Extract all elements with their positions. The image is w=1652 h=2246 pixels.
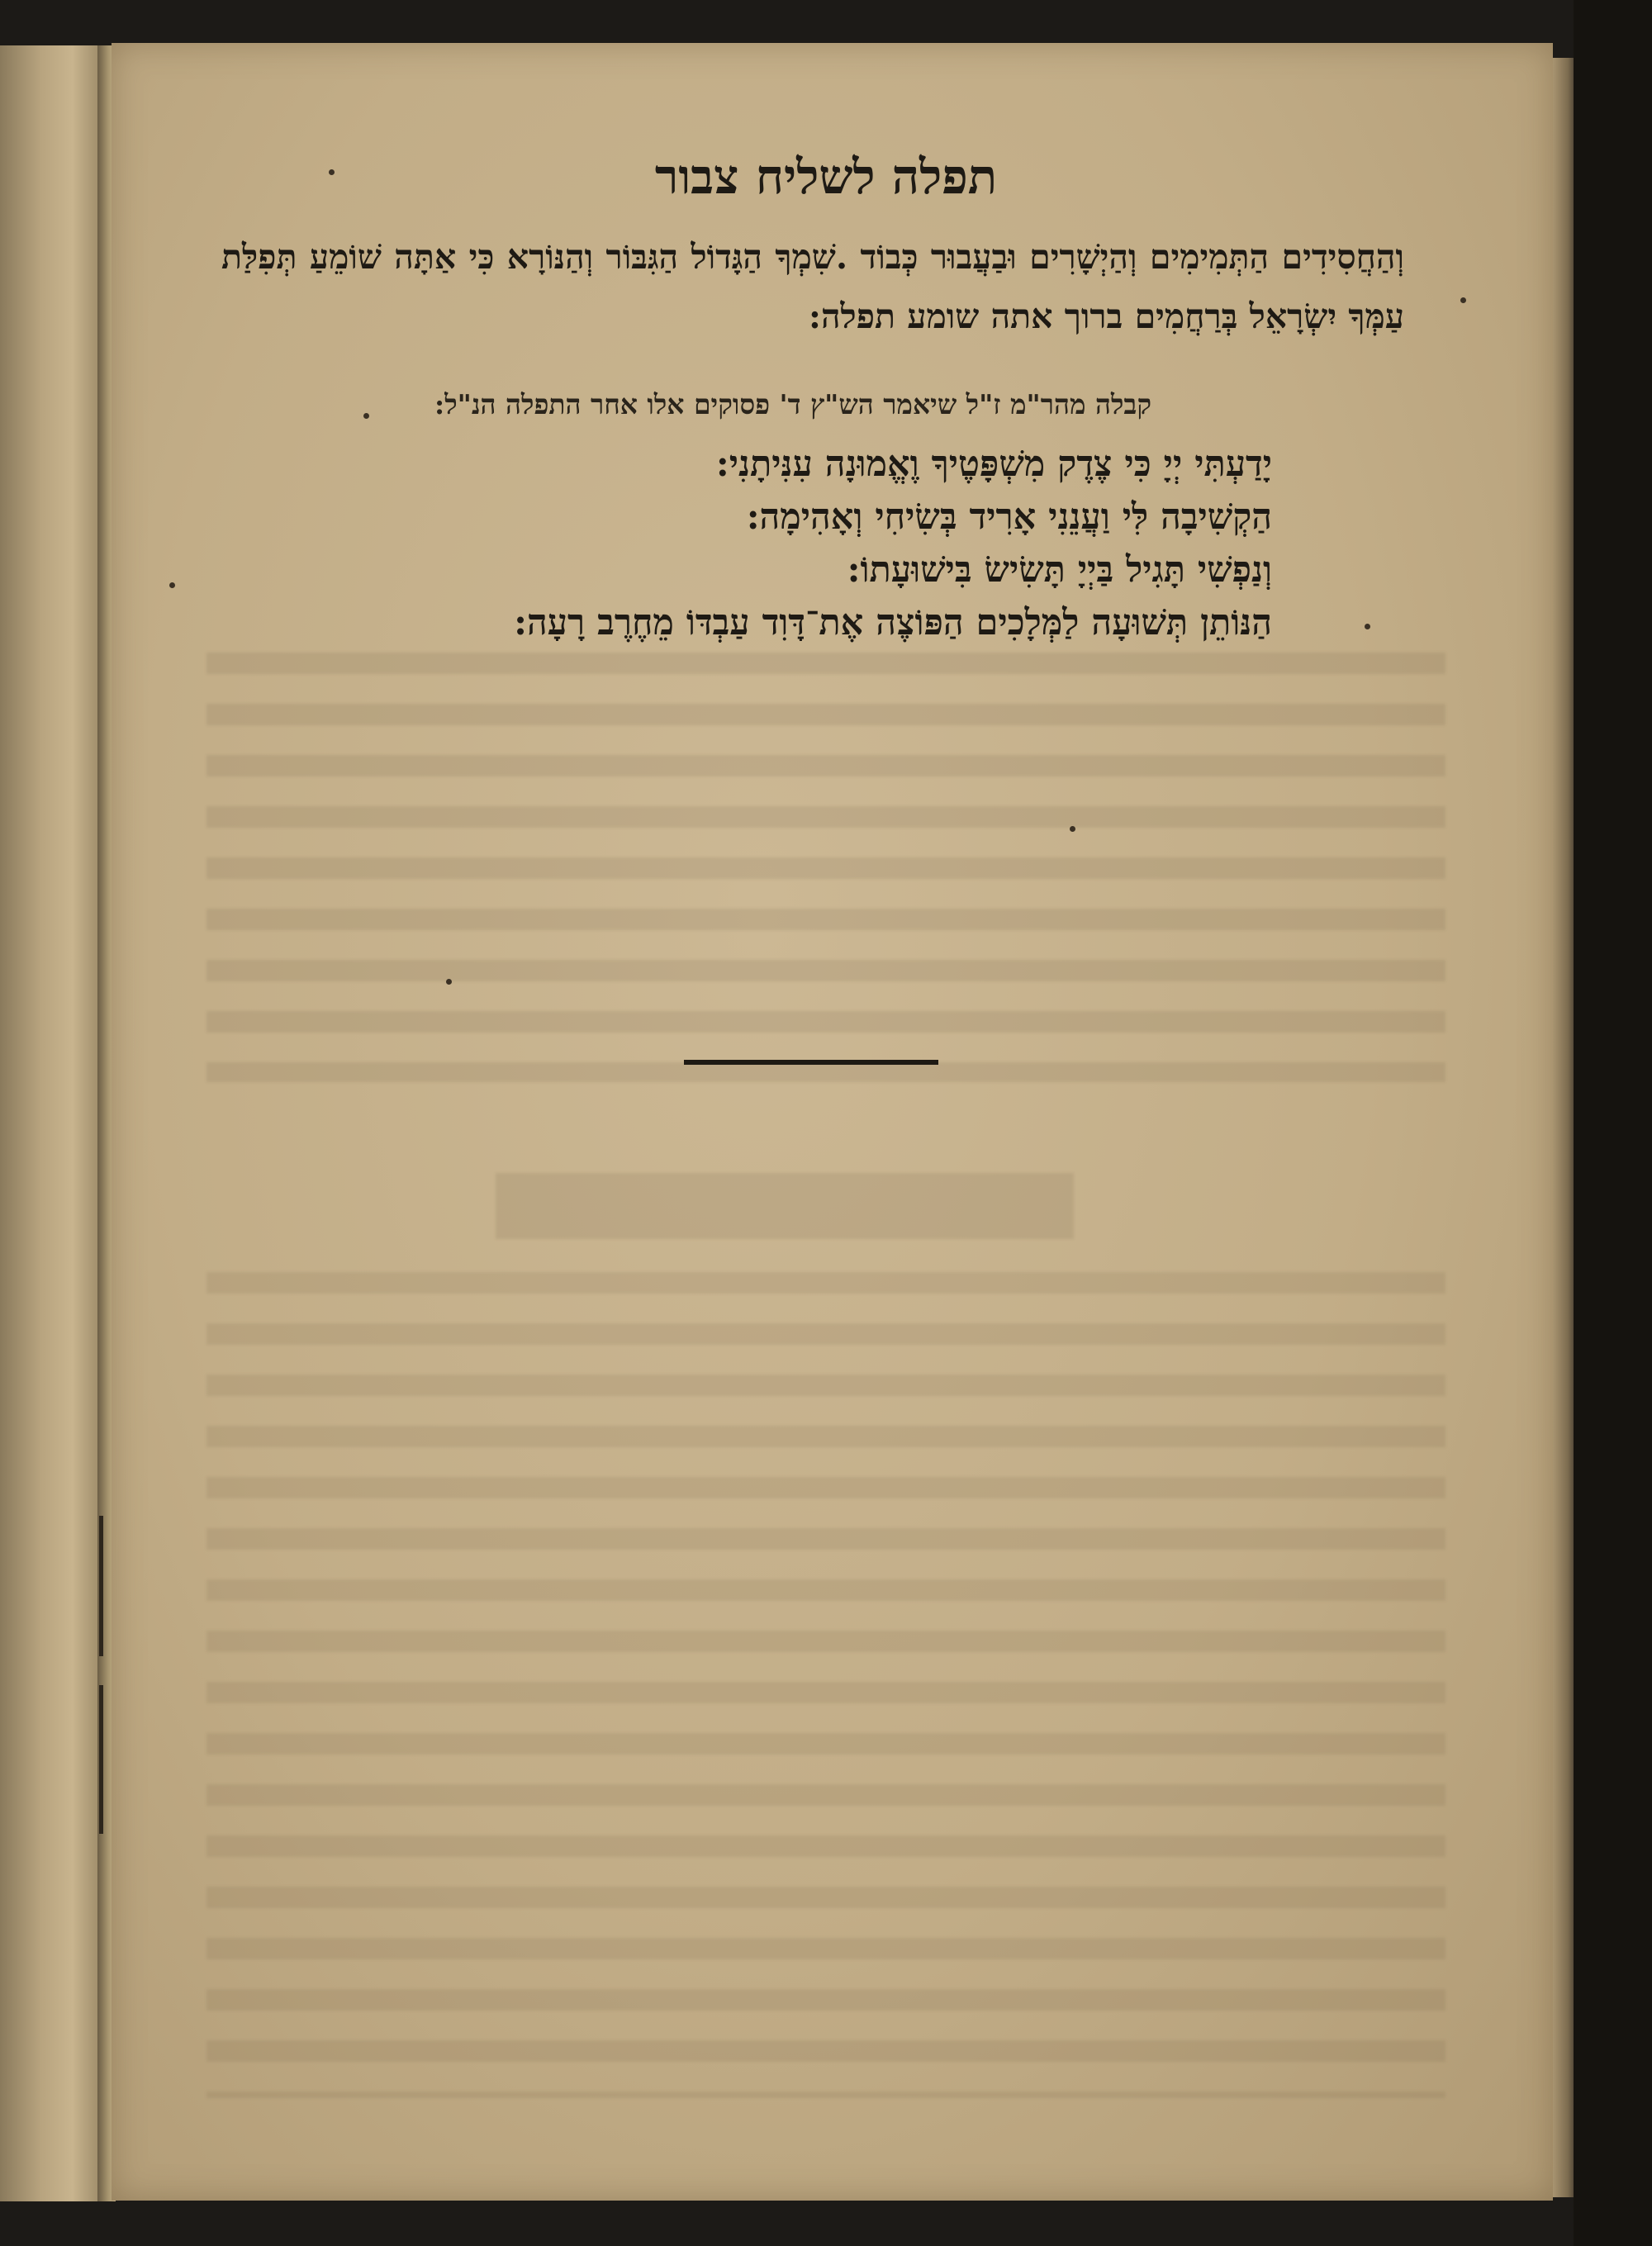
paper-speck: [446, 979, 452, 985]
paper-speck: [169, 582, 175, 588]
prayer-paragraph: וְהַחֲסִידִים הַתְּמִימִים וְהַיְשָׁרִים וּבַעֲבוּר כְּבוֹד .שִׁמְךָ הַגָּדוֹל הַגִּבּוֹר וְהַנּוֹרָא כִּי אַתָּה שׁוֹמֵעַ תְּפִלַּת עַמְּךָ יִשְׂרָאֵל בְּרַחֲמִים ברוך אתה שומע תפלה:: [221, 237, 1404, 336]
instruction-note: קבלה מהר"מ ז"ל שיאמר הש"ץ ד' פסוקים אלו אחר התפלה הנ"ל:: [434, 388, 1151, 420]
left-page-edge: [0, 45, 103, 2201]
verses-block: [347, 438, 1272, 649]
verse-line: יָדַעְתִּי יְיָ כִּי צֶדֶק מִשְׁפָּטֶיךָ וֶאֱמוּנָה עִנִּיתָנִי:: [715, 444, 1272, 485]
book-page: [112, 43, 1553, 2201]
verse-line: הַקְשִׁיבָה לִּי וַעֲנֵנִי אָרִיד בְּשִׂיחִי וְאָהִימָה:: [746, 496, 1272, 538]
verse-line: וְנַפְשִׁי תָּגִיל בַּיְיָ תָּשִׂישׂ בִּישׁוּעָתוֹ:: [847, 549, 1272, 591]
paper-speck: [1460, 297, 1466, 303]
paper-speck: [363, 413, 369, 419]
paper-speck: [329, 169, 335, 175]
paper-speck: [1070, 826, 1075, 832]
book-cover-edge: [1574, 0, 1652, 2246]
section-divider: [684, 1060, 938, 1065]
verse-line: הַנּוֹתֵן תְּשׁוּעָה לַמְּלָכִים הַפּוֹצֶה אֶת־דָּוִד עַבְדּוֹ מֵחֶרֶב רָעָה:: [514, 602, 1272, 643]
paper-speck: [1365, 624, 1370, 629]
page-title: תפלה לשליח צבור: [654, 149, 998, 205]
binding-stitch: [99, 1685, 103, 1834]
binding-stitch: [99, 1516, 103, 1656]
